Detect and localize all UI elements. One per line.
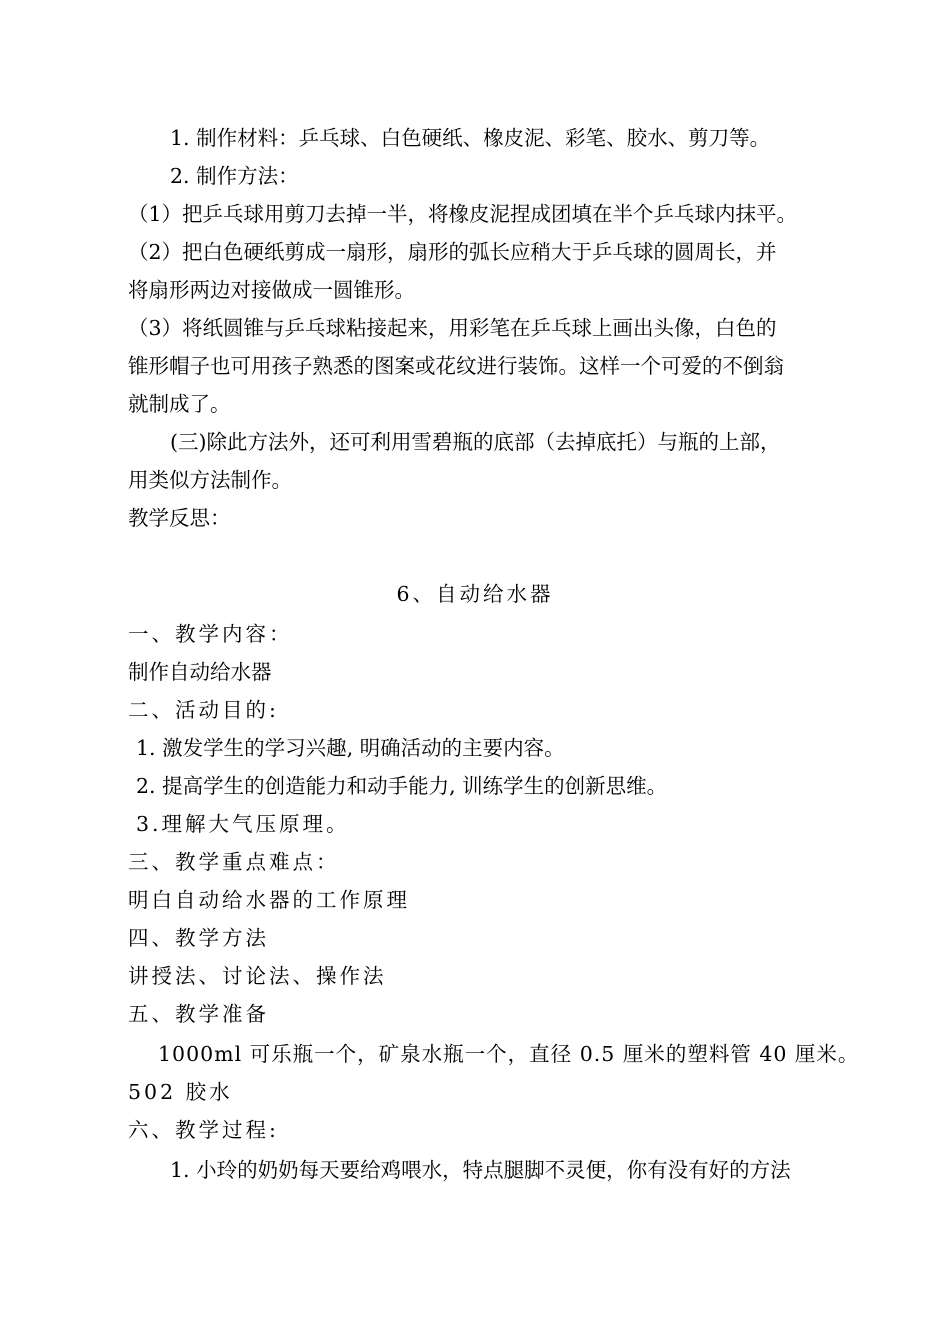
section-3-body: 明白自动给水器的工作原理 <box>128 888 410 912</box>
section-2-heading: 二、活动目的: <box>128 698 279 722</box>
objective-3: 3.理解大气压原理。 <box>136 812 350 836</box>
alternative-line-2: 用类似方法制作。 <box>128 468 292 492</box>
section-1-body: 制作自动给水器 <box>128 660 272 684</box>
lesson-title: 6、自动给水器 <box>396 582 554 606</box>
step-3-line-1: （3）将纸圆锥与乒乓球粘接起来，用彩笔在乒乓球上画出头像，白色的 <box>128 316 777 340</box>
section-4-heading: 四、教学方法 <box>128 926 269 950</box>
section-3-heading: 三、教学重点难点： <box>128 850 340 874</box>
step-2-line-1: （2）把白色硬纸剪成一扇形，扇形的弧长应稍大于乒乓球的圆周长，并 <box>128 240 777 264</box>
teaching-reflection: 教学反思： <box>128 506 231 530</box>
objective-1: 1. 激发学生的学习兴趣, 明确活动的主要内容。 <box>136 736 565 760</box>
step-2-line-2: 将扇形两边对接做成一圆锥形。 <box>128 278 415 302</box>
preparation-line-1: 1000ml 可乐瓶一个，矿泉水瓶一个，直径 0.5 厘米的塑料管 40 厘米。 <box>158 1042 860 1066</box>
alternative-line-1: (三)除此方法外，还可利用雪碧瓶的底部（去掉底托）与瓶的上部， <box>170 430 781 454</box>
section-4-body: 讲授法、讨论法、操作法 <box>128 964 387 988</box>
objective-2: 2. 提高学生的创造能力和动手能力, 训练学生的创新思维。 <box>136 774 668 798</box>
materials-line: 1. 制作材料：乒乓球、白色硬纸、橡皮泥、彩笔、胶水、剪刀等。 <box>170 126 771 150</box>
method-heading: 2. 制作方法： <box>170 164 299 188</box>
step-1: （1）把乒乓球用剪刀去掉一半，将橡皮泥捏成团填在半个乒乓球内抹平。 <box>128 202 798 226</box>
section-6-heading: 六、教学过程: <box>128 1118 279 1142</box>
preparation-line-2: 502 胶水 <box>128 1080 233 1104</box>
step-3-line-2: 锥形帽子也可用孩子熟悉的图案或花纹进行装饰。这样一个可爱的不倒翁 <box>128 354 784 378</box>
section-5-heading: 五、教学准备 <box>128 1002 269 1026</box>
process-step-1: 1. 小玲的奶奶每天要给鸡喂水，特点腿脚不灵便，你有没有好的方法 <box>170 1158 791 1182</box>
section-1-heading: 一、教学内容： <box>128 622 293 646</box>
step-3-line-3: 就制成了。 <box>128 392 231 416</box>
